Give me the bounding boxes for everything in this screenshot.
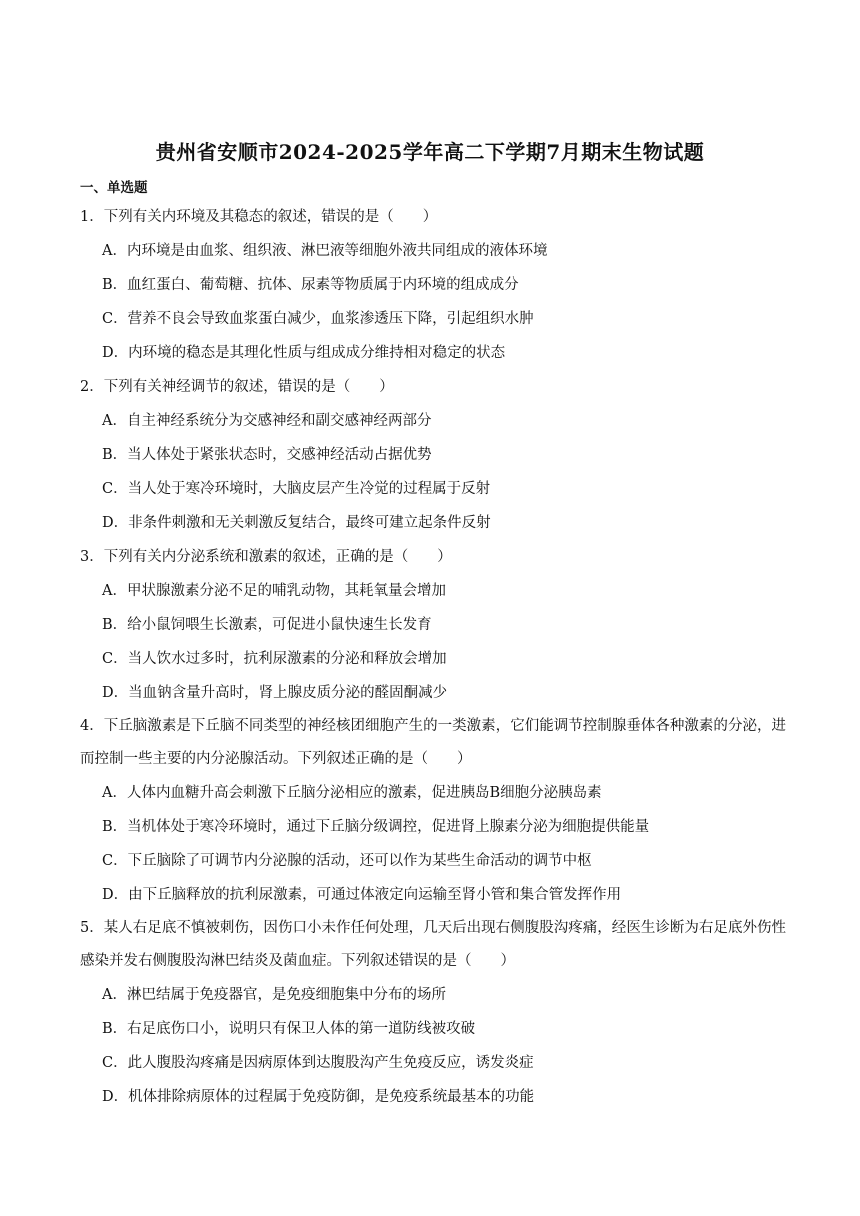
question-stem: 5．某人右足底不慎被刺伤，因伤口小未作任何处理，几天后出现右侧腹股沟疼痛，经医生诊断为右足底外伤性感染并发右侧腹股沟淋巴结炎及菌血症。下列叙述错误的是（ ） <box>80 920 786 969</box>
question-stem: 4．下丘脑激素是下丘脑不同类型的神经核团细胞产生的一类激素，它们能调节控制腺垂体各种激素的分泌，进而控制一些主要的内分泌腺活动。下列叙述正确的是（ ） <box>80 718 786 767</box>
option-c: C．营养不良会导致血浆蛋白减少，血浆渗透压下降，引起组织水肿 <box>102 311 534 327</box>
question-list <box>80 200 786 1114</box>
option-d: D．内环境的稳态是其理化性质与组成成分维持相对稳定的状态 <box>102 345 506 361</box>
question-stem: 1．下列有关内环境及其稳态的叙述，错误的是（ ） <box>80 209 438 225</box>
option-d: D．非条件刺激和无关刺激反复结合，最终可建立起条件反射 <box>102 515 491 531</box>
question-3 <box>80 540 786 710</box>
option-c: C．当人饮水过多时，抗利尿激素的分泌和释放会增加 <box>102 651 447 667</box>
question-2 <box>80 370 786 540</box>
option-b: B．当机体处于寒冷环境时，通过下丘脑分级调控，促进肾上腺素分泌为细胞提供能量 <box>102 819 650 835</box>
option-c: C．此人腹股沟疼痛是因病原体到达腹股沟产生免疫反应，诱发炎症 <box>102 1055 534 1071</box>
option-c: C．当人处于寒冷环境时，大脑皮层产生冷觉的过程属于反射 <box>102 481 491 497</box>
option-a: A．内环境是由血浆、组织液、淋巴液等细胞外液共同组成的液体环境 <box>102 243 548 259</box>
option-a: A．人体内血糖升高会刺激下丘脑分泌相应的激素，促进胰岛B细胞分泌胰岛素 <box>102 785 602 801</box>
option-b: B．右足底伤口小，说明只有保卫人体的第一道防线被攻破 <box>102 1021 476 1037</box>
section-heading: 一、单选题 <box>80 180 148 196</box>
option-b: B．当人体处于紧张状态时，交感神经活动占据优势 <box>102 447 432 463</box>
question-stem: 2．下列有关神经调节的叙述，错误的是（ ） <box>80 379 394 395</box>
question-4 <box>80 710 786 912</box>
option-b: B．给小鼠饲喂生长激素，可促进小鼠快速生长发育 <box>102 617 432 633</box>
option-a: A．甲状腺激素分泌不足的哺乳动物，其耗氧量会增加 <box>102 583 446 599</box>
option-a: A．淋巴结属于免疫器官，是免疫细胞集中分布的场所 <box>102 987 446 1003</box>
option-c: C．下丘脑除了可调节内分泌腺的活动，还可以作为某些生命活动的调节中枢 <box>102 853 592 869</box>
question-stem: 3．下列有关内分泌系统和激素的叙述，正确的是（ ） <box>80 549 452 565</box>
option-d: D．当血钠含量升高时，肾上腺皮质分泌的醛固酮减少 <box>102 685 448 701</box>
option-d: D．机体排除病原体的过程属于免疫防御，是免疫系统最基本的功能 <box>102 1089 535 1105</box>
document-title: 贵州省安顺市2024-2025学年高二下学期7月期末生物试题 <box>155 140 705 164</box>
option-d: D．由下丘脑释放的抗利尿激素，可通过体液定向运输至肾小管和集合管发挥作用 <box>102 887 622 903</box>
option-a: A．自主神经系统分为交感神经和副交感神经两部分 <box>102 413 432 429</box>
question-5 <box>80 912 786 1114</box>
question-1 <box>80 200 786 370</box>
option-b: B．血红蛋白、葡萄糖、抗体、尿素等物质属于内环境的组成成分 <box>102 277 519 293</box>
